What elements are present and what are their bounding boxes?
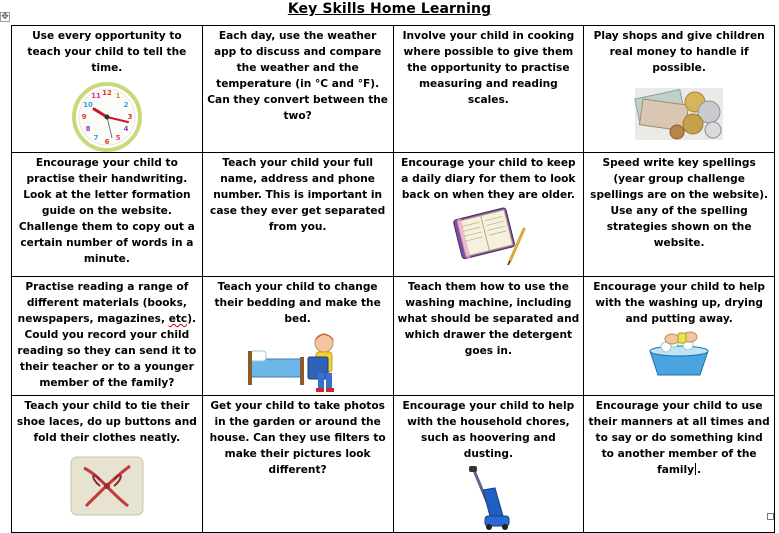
skills-table: [11, 25, 775, 533]
cell-washing-machine[interactable]: [393, 277, 584, 396]
svg-text:11: 11: [91, 92, 101, 100]
cell-text: Teach your child your full name, address and phone number. This is important in case they ever get separated from you.: [210, 157, 386, 233]
svg-text:2: 2: [123, 101, 129, 109]
cell-text: Involve your child in cooking where possible to give them the opportunity to practise measuring and reading scales.: [402, 30, 575, 106]
diary-icon: [448, 205, 528, 267]
text-cursor: [695, 463, 696, 475]
table-row: [12, 396, 775, 533]
cell-reading[interactable]: [12, 277, 203, 396]
cell-washing-up[interactable]: [584, 277, 775, 396]
svg-text:8: 8: [85, 125, 91, 133]
cell-name-address[interactable]: [202, 153, 393, 277]
cell-tell-time[interactable]: [12, 26, 203, 153]
cell-text: Each day, use the weather app to discuss and compare the weather and the temperature (in °C and °F). Can they convert between the two?: [207, 30, 388, 122]
svg-text:7: 7: [93, 134, 99, 142]
shoelaces-icon: [70, 456, 144, 516]
svg-text:3: 3: [127, 113, 133, 121]
svg-text:4: 4: [123, 125, 129, 133]
cell-photos[interactable]: [202, 396, 393, 533]
money-icon: [633, 82, 725, 142]
cell-diary[interactable]: [393, 153, 584, 277]
cell-text: Get your child to take photos in the garden or around the house. Can they use filters to make their pictures look different?: [209, 400, 386, 476]
cell-text: Teach your child to tie their shoe laces, do up buttons and fold their clothes neatly.: [16, 400, 197, 444]
clock-icon: [72, 82, 142, 152]
svg-text:5: 5: [115, 134, 121, 142]
svg-text:12: 12: [102, 89, 112, 97]
svg-text:1: 1: [115, 92, 121, 100]
table-row: [12, 153, 775, 277]
bedding-icon: [246, 329, 350, 395]
cell-handwriting[interactable]: [12, 153, 203, 277]
cell-text: Encourage your child to practise their handwriting. Look at the letter formation guide on the website. Challenge them to copy out a certain number of words in a minute.: [18, 157, 195, 265]
cell-text: Play shops and give children real money to handle if possible.: [593, 30, 765, 74]
cell-chores[interactable]: [393, 396, 584, 533]
table-row: [12, 277, 775, 396]
cell-text: Teach your child to change their bedding and make the bed.: [214, 281, 381, 325]
table-row: [12, 26, 775, 153]
svg-text:9: 9: [81, 113, 87, 121]
cell-manners[interactable]: [584, 396, 775, 533]
table-move-handle-icon[interactable]: ✥: [1, 12, 9, 22]
cell-text: Practise reading a range of different materials (books, newspapers, magazines,: [17, 281, 189, 325]
cell-text: Encourage your child to help with the household chores, such as hoovering and dusting.: [402, 400, 575, 460]
svg-text:6: 6: [104, 138, 110, 146]
cell-text: .: [697, 464, 702, 476]
cell-text: Encourage your child to use their manners at all times and to say or do something kind to another member of the family: [588, 400, 770, 476]
cell-text: Use every opportunity to teach your child to tell the time.: [27, 30, 187, 74]
spellcheck-flagged-word[interactable]: etc: [168, 313, 188, 325]
cell-spellings[interactable]: [584, 153, 775, 277]
cell-text: Teach them how to use the washing machine, including what should be separated and which drawer the detergent goes in.: [397, 281, 580, 357]
cell-shoelaces[interactable]: [12, 396, 203, 533]
cell-cooking[interactable]: [393, 26, 584, 153]
svg-text:10: 10: [83, 101, 93, 109]
cell-text: Encourage your child to keep a daily diary for them to look back on when they are older.: [401, 157, 576, 201]
cell-bedding[interactable]: [202, 277, 393, 396]
cell-text: Encourage your child to help with the washing up, drying and putting away.: [593, 281, 765, 325]
table-resize-handle-icon[interactable]: [767, 513, 774, 520]
document-title: Key Skills Home Learning: [287, 1, 492, 17]
washing-up-icon: [644, 329, 714, 379]
cell-shops[interactable]: [584, 26, 775, 153]
cell-text: Speed write key spellings (year group challenge spellings are on the website). Use any of the spelling strategies shown on the website.: [590, 157, 769, 249]
cell-text: ). Could you record your child reading so they can send it to their teacher or to a younger member of the family?: [17, 313, 197, 389]
vacuum-icon: [463, 466, 513, 532]
cell-weather[interactable]: [202, 26, 393, 153]
